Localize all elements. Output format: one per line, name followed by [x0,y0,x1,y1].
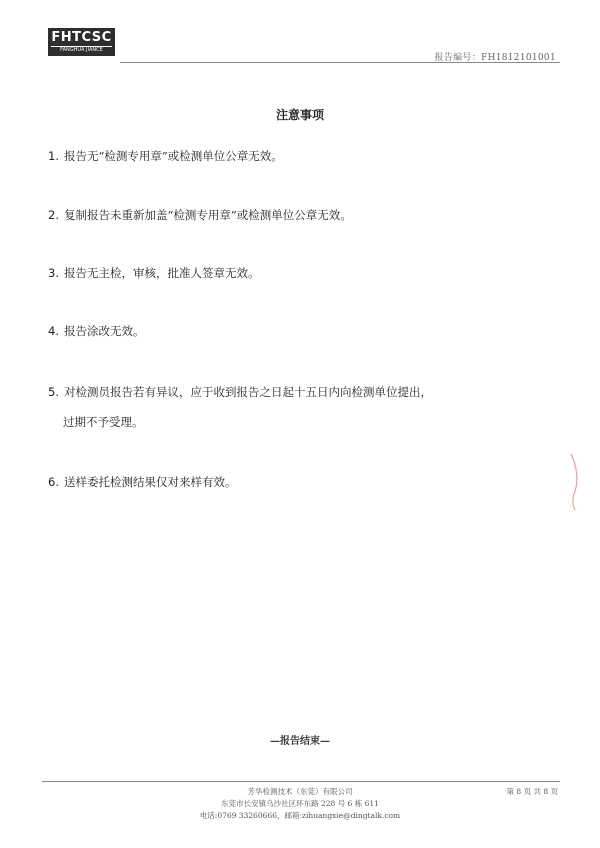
logo-main-text: FHTCSC [51,30,112,45]
note-number: 3. [48,266,59,280]
note-number: 1. [48,149,59,163]
report-end-marker: —报告结束— [270,736,330,747]
report-number: 报告编号：FH1812101001 [434,53,556,63]
note-item-4 [48,323,145,339]
note-number: 4. [48,324,59,338]
note-item-5 [48,384,432,400]
note-text: 报告无“检测专用章”或检测单位公章无效。 [64,149,283,163]
logo-sub-text: FANGHUA JIANCE [51,46,112,54]
footer-company: 芳华检测技术（东莞）有限公司 [247,787,353,796]
note-text: 送样委托检测结果仅对来样有效。 [64,475,237,489]
note-text: 复制报告未重新加盖“检测专用章”或检测单位公章无效。 [64,208,352,222]
footer-contact: 电话:0769 33260666，邮箱:zihuangxie@dingtalk.com [199,811,401,820]
header-divider [120,62,560,63]
footer-divider [42,781,560,782]
company-logo [48,28,115,56]
footer-address: 东莞市长安镇乌沙社区环东路 228 号 6 栋 611 [221,799,379,808]
note-item-1 [48,148,283,164]
note-text: 对检测员报告若有异议，应于收到报告之日起十五日内向检测单位提出， [64,385,432,399]
stamp-edge-mark [568,452,582,512]
note-text: 报告涂改无效。 [64,324,145,338]
page-title: 注意事项 [275,108,324,122]
note-item-2 [48,207,352,223]
note-number: 6. [48,475,59,489]
note-text: 报告无主检，审核，批准人签章无效。 [64,266,260,280]
note-item-6 [48,474,237,490]
note-number: 5. [48,385,59,399]
note-item-5-continuation: 过期不予受理。 [63,415,144,429]
note-number: 2. [48,208,59,222]
page-number: 第 8 页 共 8 页 [506,787,558,796]
note-item-3 [48,265,260,281]
